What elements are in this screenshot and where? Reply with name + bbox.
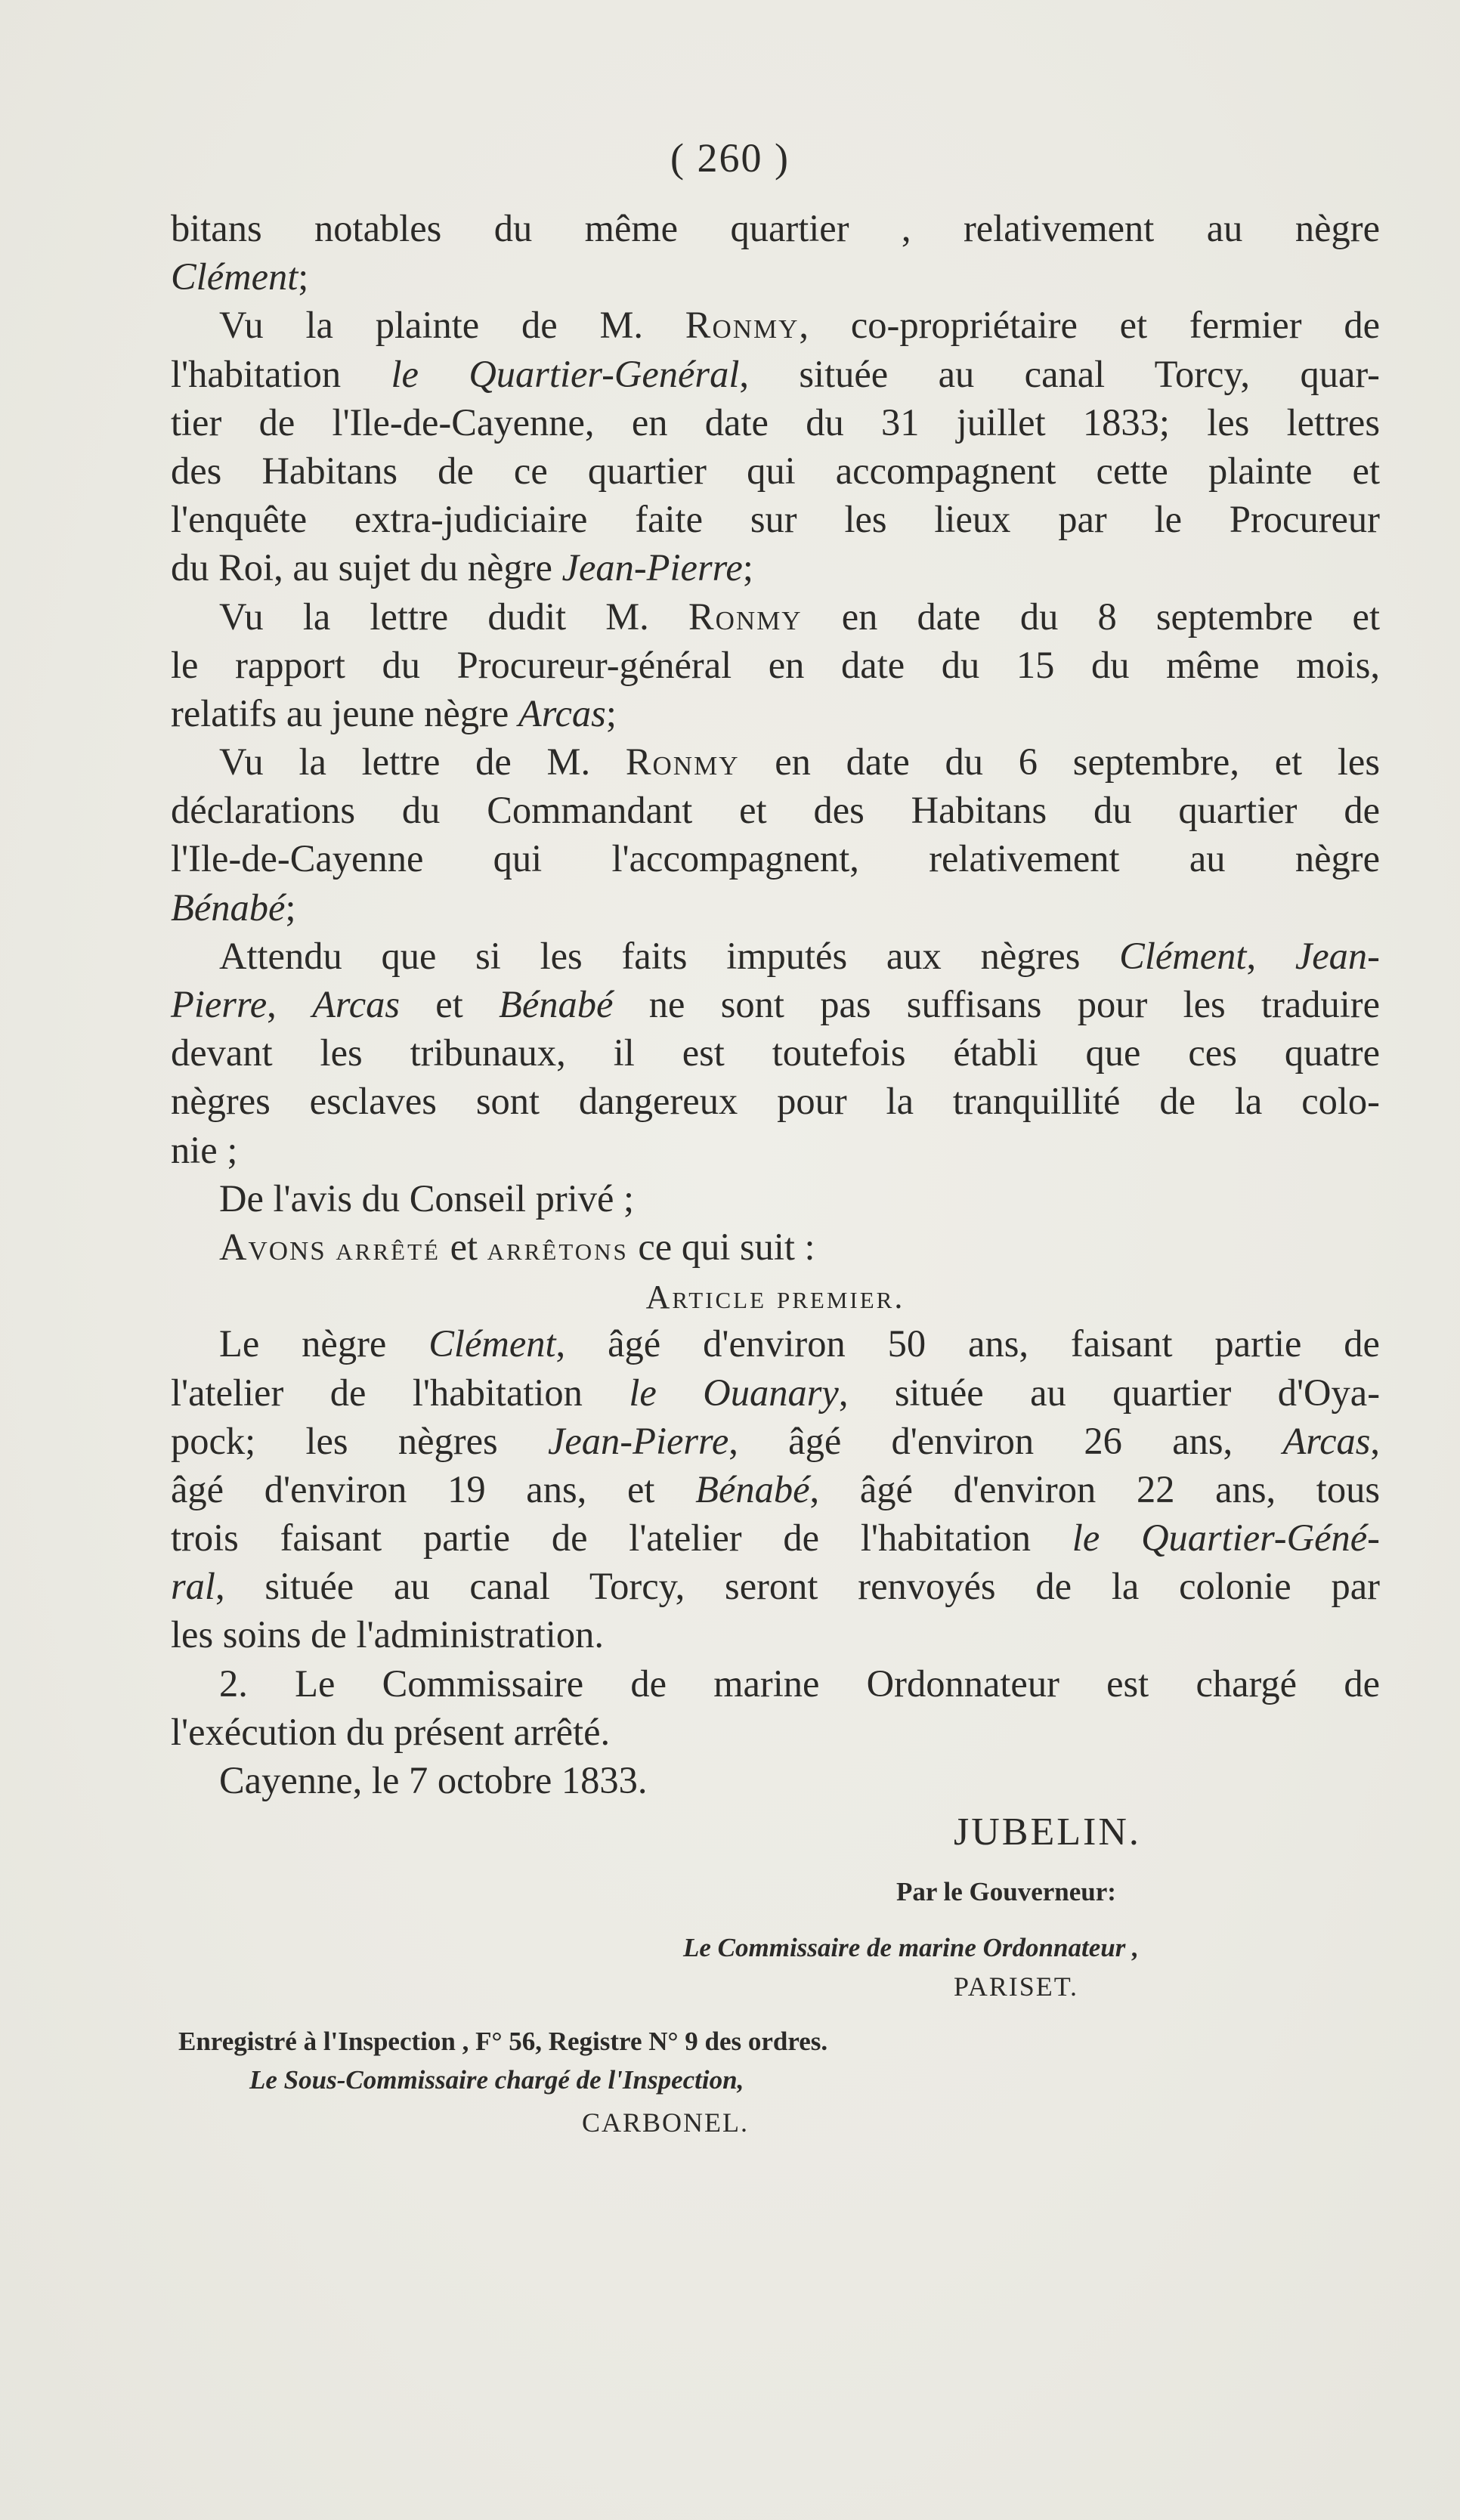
text-segment: Vu la lettre de M. [219, 741, 626, 784]
text-segment: De l'avis du Conseil privé ; [219, 1177, 635, 1220]
par-le-gouverneur: Par le Gouverneur: [896, 1877, 1116, 1906]
signature-jubelin: JUBELIN. [954, 1810, 1141, 1854]
text-line [171, 1756, 1380, 1804]
text-line [171, 1659, 1380, 1708]
text-segment: Vu la plainte de M. [219, 304, 685, 347]
text-line [171, 495, 1380, 543]
sous-commissaire-title: Le Sous-Commissaire chargé de l'Inspection, [249, 2065, 744, 2095]
text-segment: Jean-Pierre [547, 1419, 729, 1462]
text-segment: et [400, 983, 500, 1025]
text-line [171, 447, 1380, 495]
text-segment: Clément [1119, 934, 1247, 977]
text-segment: bitans notables du même quartier , relativement au nègre [171, 207, 1380, 249]
text-segment: , située au canal Torcy, seront renvoyés de la colonie par [215, 1565, 1380, 1608]
text-segment: Arcas [312, 983, 401, 1025]
text-segment: relatifs au jeune nègre [171, 691, 518, 734]
text-segment: , co-propriétaire et fermier de [799, 304, 1380, 347]
text-segment: déclarations du Commandant et des Habitans du quartier de [171, 789, 1380, 832]
text-segment: le Quartier-Genéral [391, 352, 740, 395]
text-line [171, 737, 1380, 786]
text-segment: , située au canal Torcy, quar- [739, 352, 1380, 395]
text-line [171, 1562, 1380, 1610]
text-line [171, 1271, 1380, 1319]
text-segment: en date du 6 septembre, et les [739, 741, 1380, 784]
text-line [171, 1465, 1380, 1514]
text-line [171, 1126, 1380, 1174]
text-line [171, 932, 1380, 980]
text-segment: , âgé d'environ 50 ans, faisant partie de [555, 1322, 1380, 1365]
text-line [171, 592, 1380, 641]
text-line [171, 1514, 1380, 1562]
text-segment: l'Ile-de-Cayenne qui l'accompagnent, relativement au nègre [171, 837, 1380, 880]
text-segment: et [440, 1225, 487, 1268]
text-segment: Attendu que si les faits imputés aux nègres [219, 934, 1120, 977]
text-segment: , située au quartier d'Oya- [838, 1371, 1381, 1414]
text-line [171, 252, 1380, 301]
text-line [171, 543, 1380, 592]
text-segment: ; [298, 255, 309, 298]
text-segment: âgé d'environ 19 ans, et [171, 1467, 696, 1510]
text-segment: l'exécution du présent arrêté. [171, 1710, 611, 1753]
text-segment: l'enquête extra-judiciaire faite sur les lieux par le Procureur [171, 498, 1380, 541]
text-segment: Pierre [171, 983, 268, 1025]
text-line [171, 834, 1380, 883]
text-segment: ; [285, 886, 296, 929]
text-segment: Jean-Pierre [561, 546, 743, 589]
text-segment: Clément [171, 255, 298, 298]
text-line [171, 883, 1380, 932]
text-segment: les soins de l'administration. [171, 1613, 604, 1656]
text-line [171, 1319, 1380, 1368]
text-segment: des Habitans de ce quartier qui accompagnent cette plainte et [171, 449, 1380, 492]
text-line [171, 1174, 1380, 1223]
text-segment: Bénabé [499, 983, 614, 1025]
text-segment: , [1246, 934, 1295, 977]
text-segment: nie ; [171, 1128, 238, 1171]
text-segment: ral [171, 1565, 215, 1608]
text-segment: le rapport du Procureur-général en date du 15 du même mois, [171, 643, 1380, 686]
text-segment: Avons [219, 1225, 326, 1268]
text-segment: Cayenne, le 7 octobre 1833. [219, 1759, 648, 1801]
text-line [171, 1077, 1380, 1125]
text-segment: Arcas [1282, 1419, 1371, 1462]
text-line [171, 301, 1380, 349]
page-number: ( 260 ) [670, 135, 790, 181]
text-segment: Jean- [1295, 934, 1380, 977]
text-segment: ce qui suit : [628, 1225, 815, 1268]
text-line [171, 689, 1380, 737]
signature-pariset: PARISET. [954, 1971, 1079, 2002]
text-segment: Ronmy [625, 741, 740, 784]
text-line [171, 1368, 1380, 1417]
text-line [171, 204, 1380, 252]
text-segment: Ronmy [685, 304, 800, 347]
text-segment: Arcas [518, 691, 606, 734]
text-segment: en date du 8 septembre et [802, 595, 1380, 638]
text-segment: , âgé d'environ 22 ans, tous [809, 1467, 1380, 1510]
registration-line: Enregistré à l'Inspection , F° 56, Registre N° 9 des ordres. [178, 2027, 828, 2056]
body-text [171, 204, 1380, 1804]
text-segment [326, 1226, 336, 1268]
text-segment: Le nègre [219, 1322, 429, 1365]
text-segment: trois faisant partie de l'atelier de l'habitation [171, 1517, 1072, 1560]
text-segment: Vu la lettre dudit M. [219, 595, 688, 638]
text-segment: Ronmy [688, 595, 803, 638]
text-segment: , [1370, 1419, 1381, 1462]
text-line [171, 980, 1380, 1028]
text-segment: le Quartier-Géné- [1072, 1517, 1380, 1560]
text-line [171, 1028, 1380, 1077]
text-segment: Bénabé [695, 1467, 810, 1510]
text-segment: Clément [428, 1322, 556, 1365]
text-line [171, 398, 1380, 447]
text-segment: devant les tribunaux, il est toutefois établi que ces quatre [171, 1031, 1380, 1074]
text-segment: , [267, 983, 313, 1025]
commissaire-title: Le Commissaire de marine Ordonnateur , [683, 1933, 1139, 1962]
text-segment: 2. Le Commissaire de marine Ordonnateur est chargé de [219, 1662, 1380, 1705]
text-segment: du Roi, au sujet du nègre [171, 546, 562, 589]
text-segment: Article premier. [645, 1279, 905, 1316]
text-line [171, 1223, 1380, 1271]
text-line [171, 1417, 1380, 1465]
text-segment: Bénabé [171, 886, 286, 929]
signature-carbonel: CARBONEL. [582, 2107, 750, 2138]
text-segment: le Ouanary [629, 1371, 839, 1414]
text-line [171, 786, 1380, 834]
text-line [171, 641, 1380, 689]
text-segment: arrêtons [487, 1229, 629, 1267]
text-line [171, 1708, 1380, 1756]
text-segment: pock; les nègres [171, 1419, 548, 1462]
text-segment: arrêté [336, 1229, 441, 1267]
text-line [171, 350, 1380, 398]
text-segment: l'habitation [171, 352, 391, 395]
text-segment: ne sont pas suffisans pour les traduire [613, 983, 1380, 1025]
text-segment: nègres esclaves sont dangereux pour la tranquillité de la colo- [171, 1080, 1380, 1123]
text-segment: ; [742, 546, 753, 589]
text-line [171, 1610, 1380, 1659]
text-segment: , âgé d'environ 26 ans, [728, 1419, 1283, 1462]
text-segment: l'atelier de l'habitation [171, 1371, 629, 1414]
text-segment: tier de l'Ile-de-Cayenne, en date du 31 juillet 1833; les lettres [171, 400, 1380, 444]
text-segment: ; [605, 691, 617, 734]
